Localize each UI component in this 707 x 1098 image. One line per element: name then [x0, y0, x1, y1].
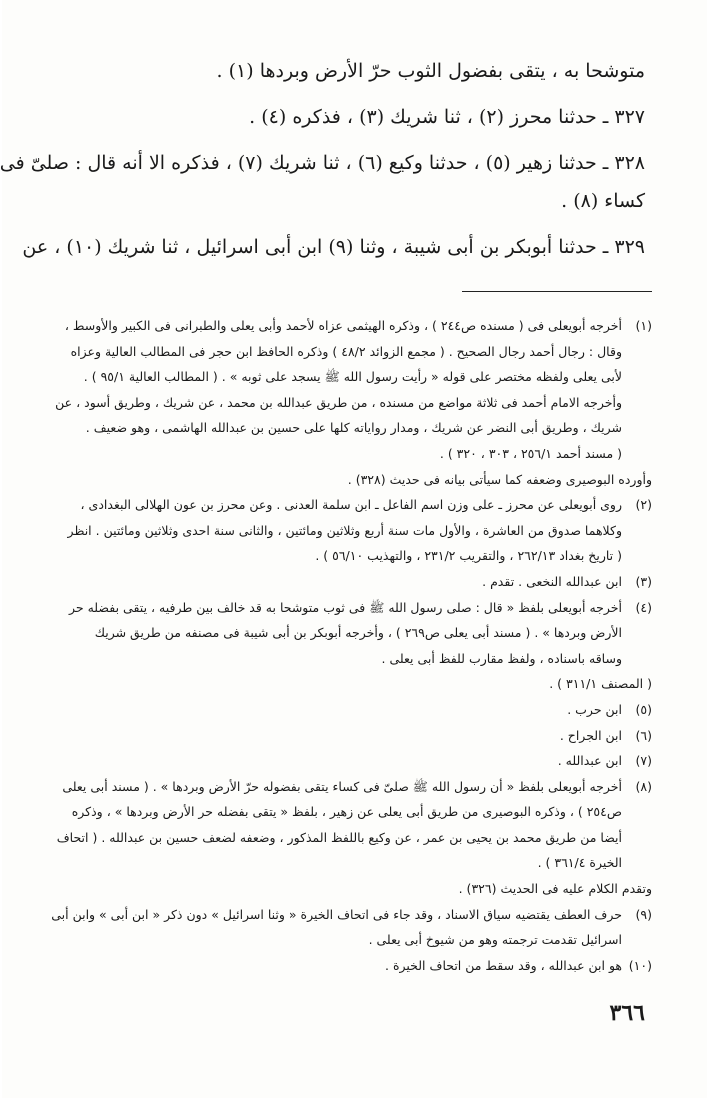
footnote-line: وقال : رجال أحمد رجال الصحيح . ( مجمع الزوائد ٤٨/٢ ) وذكره الحافظ ابن حجر فى المطالب العالية وعزاه	[70, 343, 622, 359]
footnote-line: ابن حرب .	[567, 701, 622, 717]
footnote-5	[58, 697, 652, 723]
footnote-2	[58, 492, 652, 569]
footnote-3	[58, 569, 652, 595]
main-text-line: متوشحا به ، يتقى بفضول الثوب حرّ الأرض وبردها (١) .	[216, 60, 645, 82]
footnote-line: وساقه باسناده ، ولفظ مقارب للفظ أبى يعلى .	[381, 650, 622, 666]
footnote-1	[55, 313, 652, 467]
footnote-number: (٨)	[635, 778, 652, 794]
footnote-line: اسرائيل تقدمت ترجمته وهو من شيوخ أبى يعلى .	[368, 932, 622, 948]
footnote-line: أخرجه أبويعلى بلفظ « أن رسول الله ﷺ صلىّ فى كساء يتقى بفضوله حرّ الأرض وبردها » . ( مسند أبى يعلى	[62, 778, 622, 794]
footnote-line: ص٢٥٤ ) ، وذكره البوصيرى من طريق أبى يعلى عن زهير ، بلفظ « يتقى بفضله حر الأرض وبردها » ، وذكره	[71, 804, 622, 820]
footnote-number: (٩)	[635, 906, 652, 922]
footnote-separator	[462, 291, 652, 292]
footnote-line: أخرجه أبويعلى بلفظ « قال : صلى رسول الله ﷺ فى ثوب متوشحا به قد خالف بين طرفيه ، يتقى بفضله حر	[69, 599, 622, 615]
footnote-line: ( تاريخ بغداد ٢٦٢/١٣ ، والتقريب ٢٣١/٢ ، والتهذيب ٥٦/١٠ ) .	[315, 548, 622, 564]
footnote-6	[58, 723, 652, 749]
footnote-number: (٦)	[635, 727, 652, 743]
footnotes	[51, 313, 652, 978]
hadith-327: ٣٢٧ ـ حدثنا محرز (٢) ، ثنا شريك (٣) ، فذكره (٤) .	[249, 106, 645, 128]
footnote-line: أخرجه أبويعلى فى ( مسنده ص٢٤٤ ) ، وذكره الهيثمى عزاه لأحمد وأبى يعلى والطبرانى فى الكبير والأوسط ،	[64, 318, 622, 333]
footnote-7	[58, 748, 652, 774]
footnote-line: ابن الجراح .	[559, 727, 622, 743]
footnote-line: هو ابن عبدالله ، وقد سقط من اتحاف الخيرة .	[385, 957, 622, 973]
footnote-continuation: وتقدم الكلام عليه فى الحديث (٣٢٦) .	[458, 881, 652, 897]
main-text	[0, 52, 645, 266]
footnote-10	[58, 953, 652, 979]
hadith-328-continued: كساء (٨) .	[561, 190, 645, 212]
footnote-line: لأبى يعلى ولفظه مختصر على قوله « رأيت رسول الله ﷺ يسجد على ثوبه » . ( المطالب العالية ٩٥/١ ) .	[83, 369, 622, 385]
footnote-line: روى أبويعلى عن محرز ـ على وزن اسم الفاعل ـ ابن سلمة العدنى . وعن محرز بن عون الهلالى البغدادى ،	[80, 497, 622, 513]
hadith-329: ٣٢٩ ـ حدثنا أبوبكر بن أبى شيبة ، وثنا (٩) ابن أبى اسرائيل ، ثنا شريك (١٠) ، عن	[22, 236, 645, 258]
footnote-line: وأخرجه الامام أحمد فى ثلاثة مواضع من مسنده ، من طريق عبدالله بن محمد ، عن شريك ، وطريق أسود ، عن	[55, 394, 622, 410]
footnote-8	[58, 774, 652, 876]
footnote-number: (١)	[635, 318, 652, 333]
footnote-number: (٧)	[635, 753, 652, 769]
footnote-4	[58, 595, 652, 672]
footnote-line: وكلاهما صدوق من العاشرة ، والأول مات سنة أربع وثلاثين ومائتين ، والثانى سنة احدى وثلاثين ومائتين . انظر	[67, 522, 622, 538]
footnote-number: (٣)	[635, 573, 652, 589]
footnote-line: الأرض وبردها » . ( مسند أبى يعلى ص٢٦٩ ) ، وأخرجه أبوبكر بن أبى شيبة فى مصنفه من طريق شريك	[94, 625, 622, 641]
footnote-continuation: وأورده البوصيرى وضعفه كما سيأتى بيانه فى حديث (٣٢٨) .	[347, 471, 652, 487]
footnote-line: الخيرة ٣٦١/٤ ) .	[537, 855, 622, 871]
footnote-line: ( مسند أحمد ٢٥٦/١ ، ٣٠٣ ، ٣٢٠ ) .	[439, 445, 622, 461]
footnote-number: (١٠)	[628, 957, 652, 973]
book-page	[2, 0, 707, 1098]
footnote-number: (٥)	[635, 701, 652, 717]
footnote-number: (٤)	[635, 599, 652, 615]
footnote-9	[51, 902, 652, 953]
footnote-line: ابن عبدالله النخعى . تقدم .	[482, 573, 622, 589]
footnote-line: حرف العطف يقتضيه سياق الاسناد ، وقد جاء فى اتحاف الخيرة « وثنا اسرائيل » دون ذكر « ابن أبى » وابن أبى	[51, 906, 622, 922]
footnote-line: شريك ، وطريق أبى النضر عن شريك ، ومدار رواياته كلها على حسين بن عبدالله الهاشمى ، وهو ضعيف .	[85, 420, 622, 436]
footnote-line: أيضا من طريق محمد بن يحيى بن عمر ، عن وكيع باللفظ المذكور ، وضعفه لضعف حسين بن عبدالله . ( اتحاف	[56, 829, 622, 845]
footnote-continuation: ( المصنف ٣١١/١ ) .	[549, 676, 652, 692]
page-number: ٣٦٦	[609, 1000, 645, 1026]
hadith-328: ٣٢٨ ـ حدثنا زهير (٥) ، حدثنا وكيع (٦) ، ثنا شريك (٧) ، فذكره الا أنه قال : صلىّ فى	[0, 152, 645, 174]
footnote-line: ابن عبدالله .	[557, 753, 622, 769]
footnote-number: (٢)	[635, 497, 652, 513]
